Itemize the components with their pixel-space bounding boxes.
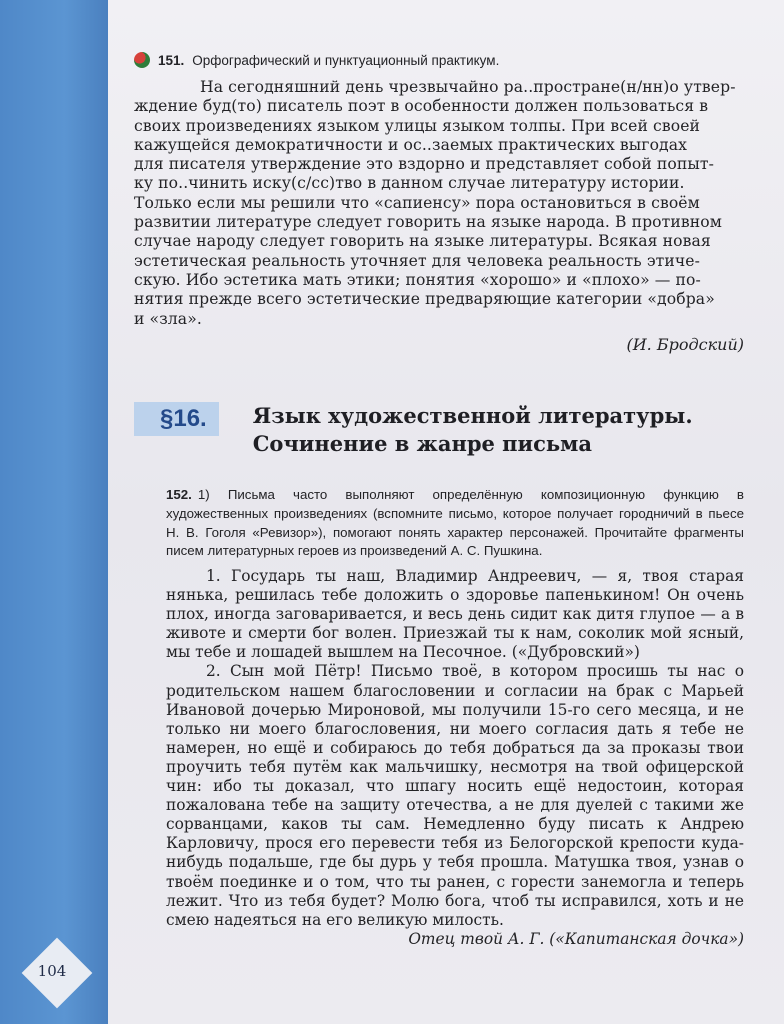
- text-line: скую. Ибо эстетика мать этики; понятия «хорошо» и «плохо» — по-: [134, 270, 701, 289]
- left-margin-band: [0, 0, 108, 1024]
- letter-paragraph: 1. Государь ты наш, Владимир Андреевич, — я, твоя старая нянька, решилась тебе доложить о здоровье папенькином! Он очень плох, иногда заговаривается, и весь день сидит как дитя глупое — а в животе и смерти бог волен. Приезжай ты к нам, соколик мой ясный, мы тебе и лошадей вышлем на Песочное. («Дубровский»): [166, 567, 744, 662]
- section-title-line: Сочинение в жанре письма: [252, 431, 593, 456]
- text-line: развитии литературе следует говорить на языке народа. В противном: [134, 213, 722, 232]
- exercise-152-task: [166, 486, 744, 561]
- letter-paragraph: 2. Сын мой Пётр! Письмо твоё, в котором просишь ты нас о родительском нашем благословении и согласии на брак с Марьей Ивановой дочерью Мироновой, мы получили 15-го сего месяца, и не только ни моего благословения, ни моего согласия дать я тебе не намерен, но ещё и собираюсь до тебя добраться да за проказы твои проучить тебя путём как мальчишку, несмотря на твой офицерской чин: ибо ты доказал, что шпагу носить ещё недостоин, которая пожалована тебе на защиту отечества, а не для дуелей с такими же сорванцами, каков ты сам. Немедленно буду писать к Андрею Карловичу, прося его перевести тебя из Белогорской крепости куда-нибудь подальше, где бы дурь у тебя прошла. Матушка твоя, узнав о твоём поединке и о том, что ты ранен, с горести занемогла и теперь лежит. Что из тебя будет? Молю бога, чтоб ты исправился, хоть и не смею надеяться на его великую милость.: [166, 662, 744, 929]
- section-heading: [134, 402, 693, 458]
- letter-signature: Отец твой А. Г. («Капитанская дочка»): [408, 929, 744, 948]
- quote-author: (И. Бродский): [626, 334, 744, 354]
- text-line: ку по..чинить иску(с/сс)тво в данном случае литературу истории.: [134, 174, 685, 193]
- section-title-line: Язык художественной литературы.: [252, 403, 693, 428]
- letters-block: [166, 567, 744, 949]
- text-line: ждение буд(то) писатель поэт в особенности должен пользоваться в: [134, 97, 709, 116]
- text-line: эстетическая реальность уточняет для человека реальность этиче-: [134, 251, 700, 270]
- exercise-151-title: Орфографический и пунктуационный практикум.: [192, 52, 500, 68]
- text-line: кажущейся демократичности и ос..заемых практических выгодах: [134, 135, 688, 154]
- text-line: На сегодняшний день чрезвычайно ра..простране(н/нн)о утвер-: [200, 78, 736, 96]
- text-line: своих произведениях языком улицы языком толпы. При всей своей: [134, 116, 701, 135]
- text-line: и «зла».: [134, 309, 202, 328]
- text-line: случае народу следует говорить на языке литературы. Всякая новая: [134, 232, 711, 251]
- exercise-151-header: [134, 52, 754, 68]
- exercise-152-task-text: 1) Письма часто выполняют определённую композиционную функцию в художественных произведениях (вспомните письмо, которое получает городничий в пьесе Н. В. Гоголя «Ревизор»), помогают понять характер персонажей. Прочитайте фрагменты писем литературных героев из произведений А. С. Пушкина.: [166, 487, 744, 559]
- exercise-marker-icon: [134, 52, 150, 68]
- text-line: нятия прежде всего эстетические предваряющие категории «добра»: [134, 290, 715, 309]
- text-line: для писателя утверждение это вздорно и представляет собой попыт-: [134, 155, 714, 174]
- exercise-151: [134, 52, 754, 354]
- page-number: 104: [37, 962, 67, 980]
- text-line: Только если мы решили что «сапиенсу» пора остановиться в своём: [134, 193, 700, 212]
- section-title: [253, 402, 693, 458]
- exercise-152-number: 152.: [166, 487, 192, 502]
- exercise-151-number: 151.: [158, 52, 185, 68]
- page-number-badge: [22, 938, 94, 1010]
- exercise-151-text: [134, 78, 754, 329]
- section-number: §16.: [134, 402, 219, 436]
